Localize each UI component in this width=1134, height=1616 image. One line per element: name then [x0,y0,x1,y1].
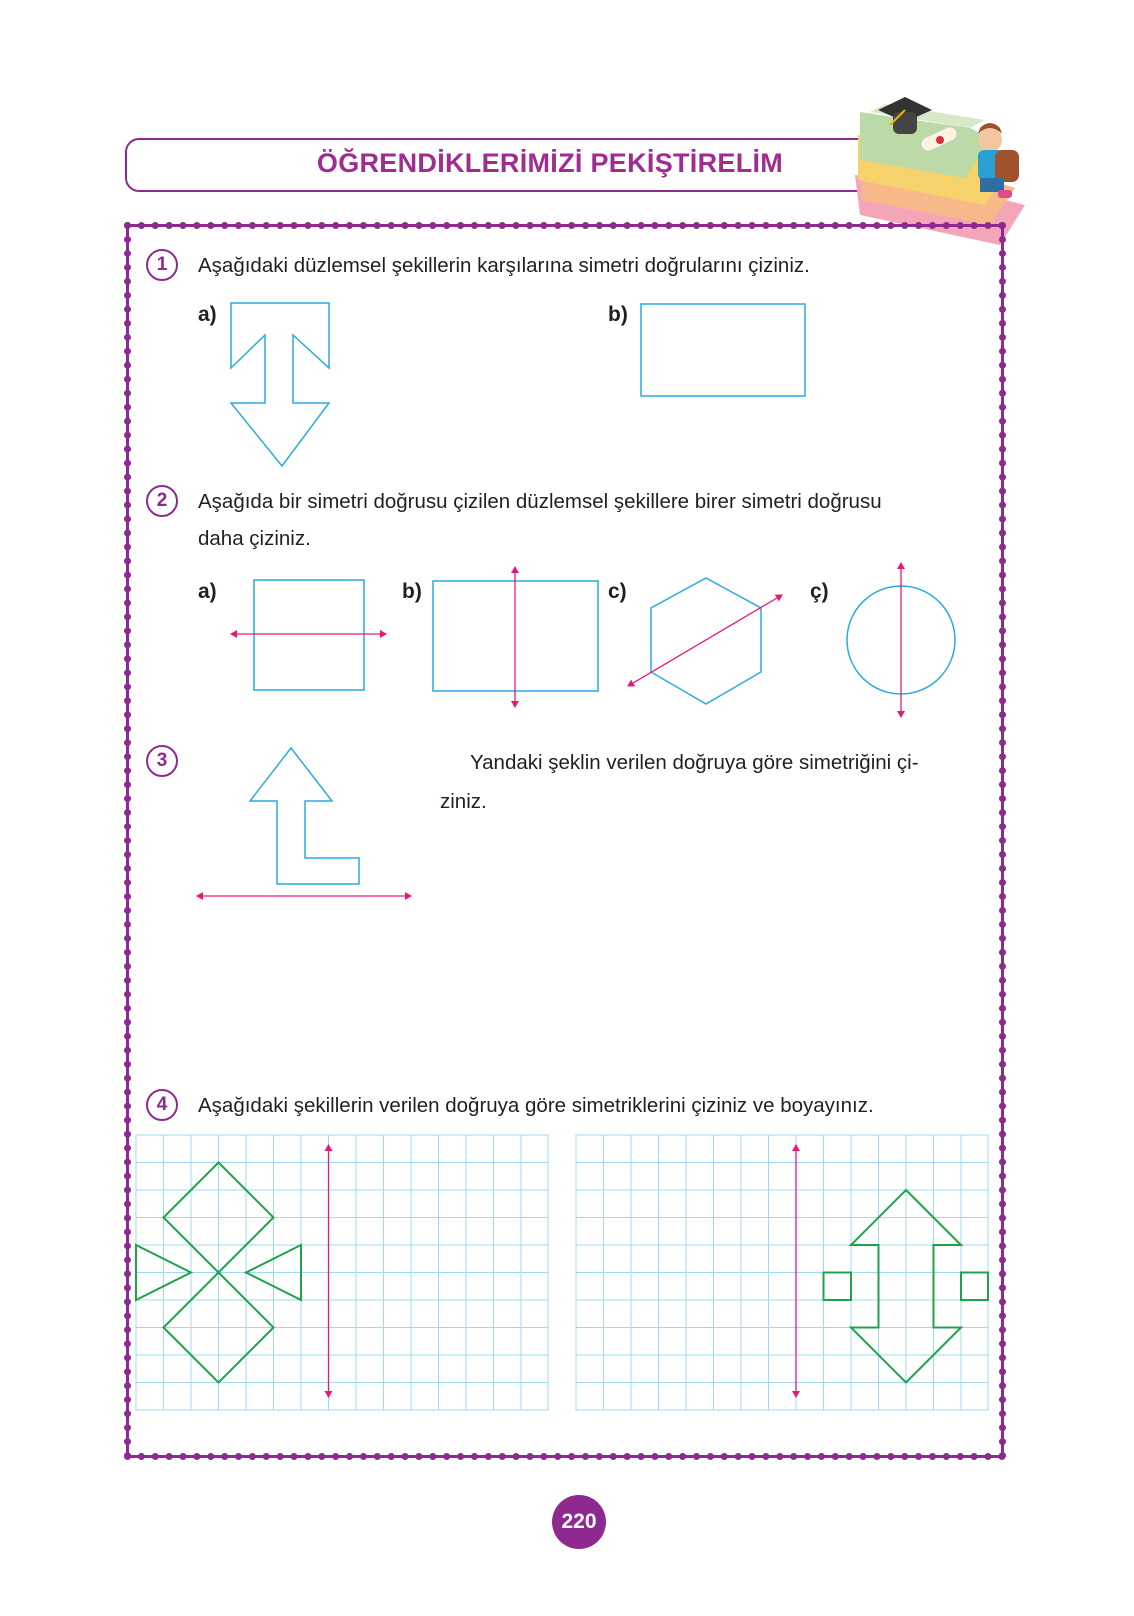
question-2-number: 2 [146,485,178,517]
q3-arrow-shape [250,748,359,884]
question-4-number: 4 [146,1089,178,1121]
question-3-text-line2: ziniz. [440,790,487,813]
question-2-text-line2: daha çiziniz. [198,527,311,550]
page-number: 220 [552,1495,606,1549]
question-1-label-a: a) [198,303,217,326]
q2-square [254,580,364,690]
question-1-text: Aşağıdaki düzlemsel şekillerin karşılarına simetri doğrularını çiziniz. [198,254,810,277]
q2-hexagon [651,578,761,704]
q1-rectangle [641,304,805,396]
question-3-text-line1: Yandaki şeklin verilen doğruya göre simetriğini çi- [470,751,919,774]
question-4-text: Aşağıdaki şekillerin verilen doğruya göre simetriklerini çiziniz ve boyayınız. [198,1094,874,1117]
q4-left-grid [136,1135,548,1410]
question-2-label-c-cedilla: ç) [810,580,829,603]
q4-right-grid [576,1135,988,1410]
question-1-label-b: b) [608,303,628,326]
page-title: ÖĞRENDİKLERİMİZİ PEKİŞTİRELİM [316,148,784,178]
question-2-label-b: b) [402,580,422,603]
question-2-label-a: a) [198,580,217,603]
question-1-number: 1 [146,249,178,281]
q1-arrow-shape [231,303,329,466]
question-3-number: 3 [146,745,178,777]
question-2-text-line1: Aşağıda bir simetri doğrusu çizilen düzlemsel şekillere birer simetri doğrusu [198,490,882,513]
question-2-label-c: c) [608,580,627,603]
